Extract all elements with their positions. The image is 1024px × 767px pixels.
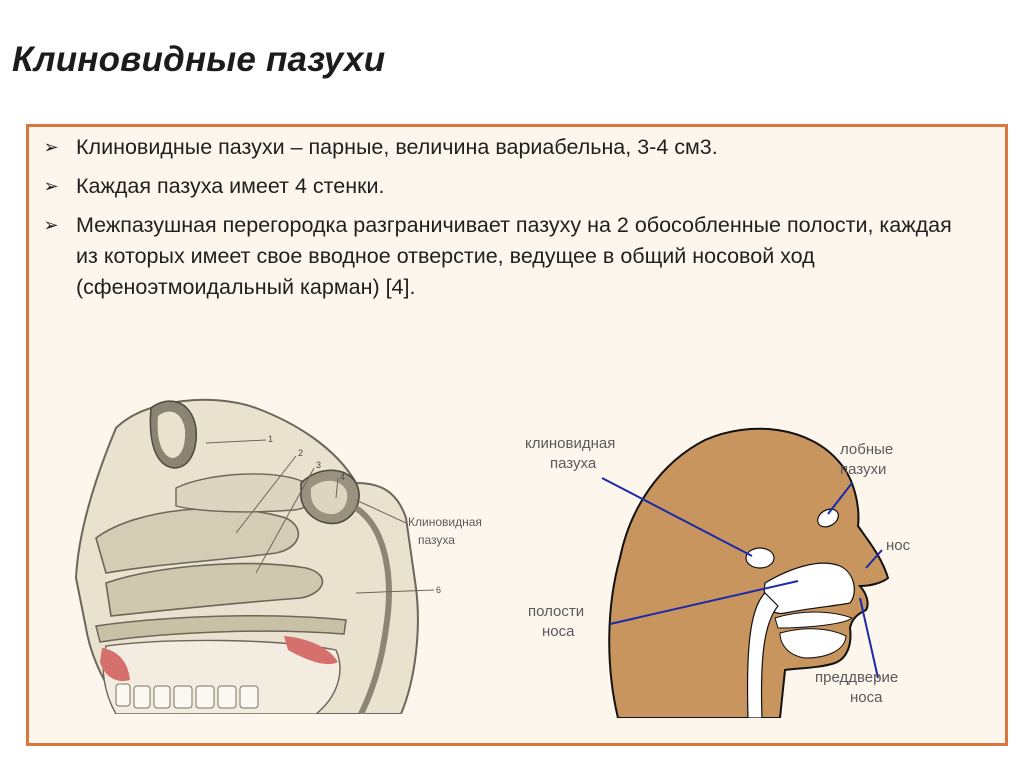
nasal-cavity-label-line1: полости [528,603,585,620]
label-number-2: 2 [298,448,304,458]
bullet-item [40,171,960,202]
bullet-text: Каждая пазуха имеет 4 стенки. [76,174,385,198]
label-number-1: 1 [268,434,274,444]
head-schematic-illustration [510,418,950,718]
frontal-label-line1: лобные [840,441,894,458]
nasal-cavity-label-line2: носа [542,623,575,640]
arrow-bullet-icon: ➢ [43,176,59,196]
label-number-3: 3 [316,460,322,470]
sphenoid-label-line2: пазуха [550,455,597,472]
bullet-item [40,210,960,303]
vestibule-label-line2: носа [850,689,883,706]
sphenoid-sinus-label-line2: пазуха [418,533,455,547]
frontal-label-line2: пазухи [840,461,887,478]
bullet-item [40,132,960,163]
sphenoid-sinus-label-line1: Клиновидная [408,515,482,529]
sagittal-section-image [56,388,526,714]
arrow-bullet-icon: ➢ [43,215,59,235]
bullet-list [40,132,960,311]
vestibule-label-line1: преддверие [815,669,899,686]
sphenoid-label-line1: клиновидная [525,435,616,452]
bullet-text: Клиновидные пазухи – парные, величина вариабельна, 3-4 см3. [76,135,718,159]
label-number-4: 4 [340,472,346,482]
head-schematic-image [510,418,950,718]
label-number-6: 6 [436,585,442,595]
arrow-bullet-icon: ➢ [43,137,59,157]
nose-label: нос [886,537,911,554]
sagittal-section-illustration [56,388,526,714]
bullet-text: Межпазушная перегородка разграничивает пазуху на 2 обособленные полости, каждая из которых имеет свое вводное отверстие, ведущее в общий носовой ход (сфеноэтмоидальный карман) [4]. [76,213,952,299]
slide-title: Клиновидные пазухи [12,40,386,79]
